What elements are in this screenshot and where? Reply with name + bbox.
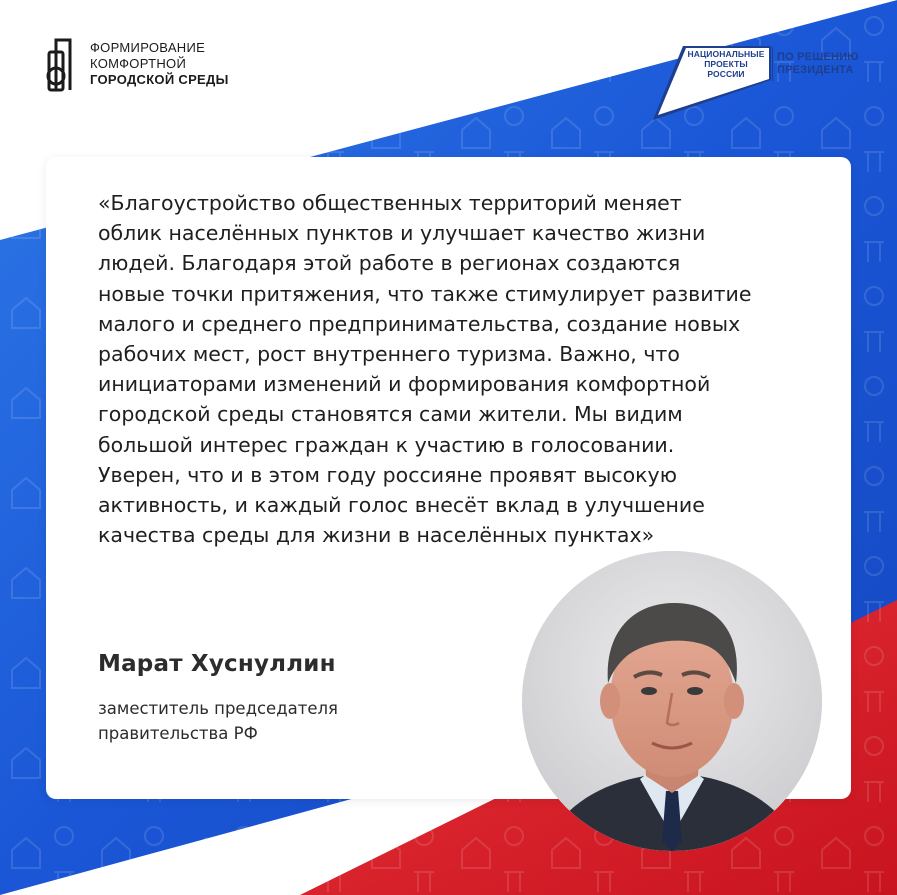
quote-line: активность, и каждый голос внесёт вклад в улучшение: [98, 493, 705, 518]
quote-line: большой интерес граждан к участию в голосовании.: [98, 432, 675, 457]
header-divider: [772, 47, 773, 81]
quote-line: новые точки притяжения, что также стимулирует развитие: [98, 281, 752, 306]
quote-line: рабочих мест, рост внутреннего туризма. Важно, что: [98, 342, 680, 367]
quote-line: облик населённых пунктов и улучшает качество жизни: [98, 221, 706, 246]
quote-line: Уверен, что и в этом году россияне проявят высокую: [98, 462, 677, 487]
np-line-2: ПРОЕКТЫ: [704, 59, 748, 69]
quote-text: [98, 188, 798, 550]
quote-line: городской среды становятся сами жители. Мы видим: [98, 402, 683, 427]
brand-line-2: КОМФОРТНОЙ: [90, 56, 187, 71]
city-environment-logo-icon: [44, 34, 76, 94]
quote-line: качества среды для жизни в населённых пунктах»: [98, 523, 655, 548]
national-projects-label: [686, 49, 766, 79]
president-line-1: ПО РЕШЕНИЮ: [777, 51, 859, 63]
role-line-2: правительства РФ: [98, 724, 258, 743]
np-line-1: НАЦИОНАЛЬНЫЕ: [687, 49, 765, 59]
portrait-photo: [522, 551, 822, 851]
person-name: Марат Хуснуллин: [98, 651, 336, 677]
president-label: [777, 51, 859, 77]
president-line-2: ПРЕЗИДЕНТА: [777, 64, 854, 76]
quote-line: людей. Благодаря этой работе в регионах создаются: [98, 251, 681, 276]
person-role: [98, 696, 338, 746]
brand-title: [90, 40, 229, 88]
role-line-1: заместитель председателя: [98, 699, 338, 718]
quote-line: инициаторами изменений и формирования комфортной: [98, 372, 711, 397]
portrait-illustration: [522, 551, 822, 851]
brand-line-3: ГОРОДСКОЙ СРЕДЫ: [90, 72, 229, 87]
np-line-3: РОССИИ: [707, 69, 745, 79]
quote-line: «Благоустройство общественных территорий меняет: [98, 191, 682, 215]
quote-line: малого и среднего предпринимательства, создание новых: [98, 311, 741, 336]
brand-line-1: ФОРМИРОВАНИЕ: [90, 40, 206, 55]
brand-block: [44, 34, 229, 94]
